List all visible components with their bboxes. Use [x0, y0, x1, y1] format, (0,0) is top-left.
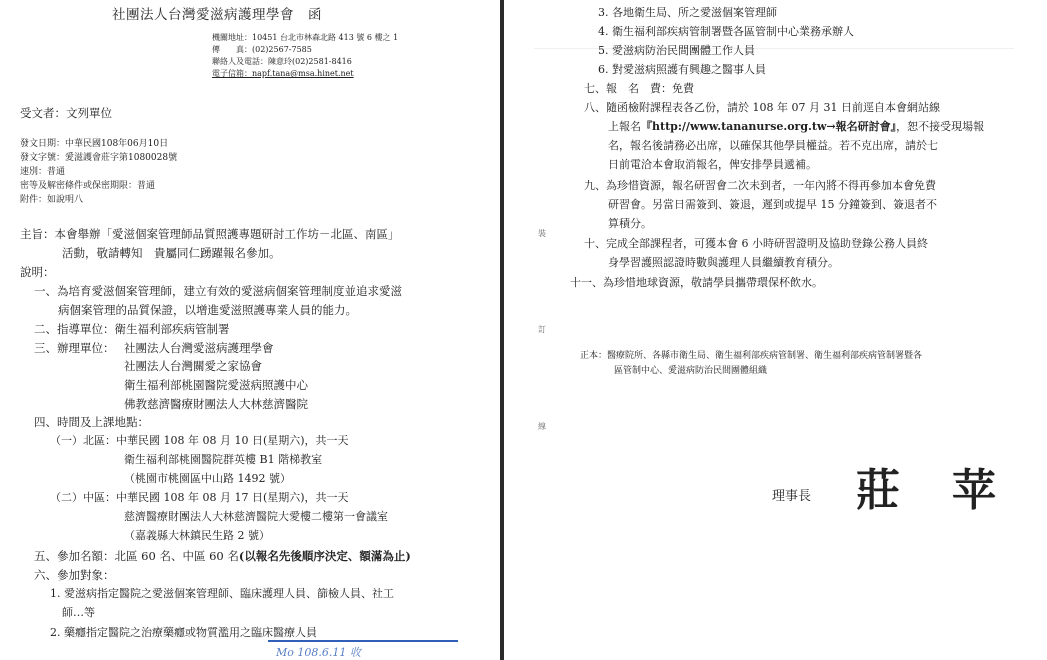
meta-confidentiality: 密等及解密條件或保密期限：普通 [20, 181, 156, 191]
item-5-quota: 五、參加名額：北區 60 名、中區 60 名 [34, 549, 239, 563]
binding-mark-1: 裝 [538, 229, 546, 238]
item-5 [34, 547, 411, 565]
central-session-address: （嘉義縣大林鎮民生路 2 號） [124, 529, 270, 542]
audience-4: 4. 衛生福利部疾病管制署暨各區管制中心業務承辦人 [598, 25, 854, 38]
item-11: 十一、為珍惜地球資源，敬請學員攜帶環保杯飲水。 [570, 276, 823, 289]
subject-line-1: 主旨：本會舉辦「愛滋個案管理師品質照護專題研討工作坊－北區、南區」 [20, 227, 400, 241]
central-session-date: （二）中區：中華民國 108 年 08 月 17 日(星期六)，共一天 [50, 491, 349, 504]
item-8-line-3: 名，報名後請務必出席，以確保其他學員權益。若不克出席，請於七 [608, 139, 938, 152]
received-stamp-text: Mo 108.6.11 收 [276, 646, 361, 659]
item-1-line-2: 病個案管理的品質保證，以增進愛滋照護專業人員的能力。 [58, 303, 357, 317]
audience-6: 6. 對愛滋病照護有興趣之醫事人員 [598, 63, 766, 76]
item-9-line-1: 九、為珍惜資源，報名研習會二次未到者，一年內將不得再參加本會免費 [584, 179, 936, 192]
item-7-fee: 七、報 名 費：免費 [584, 82, 694, 95]
north-session-address: （桃園市桃園區中山路 1492 號） [124, 472, 291, 485]
organizer-2: 社團法人台灣關愛之家協會 [124, 359, 262, 373]
meta-date: 發文日期：中華民國108年06月10日 [20, 139, 169, 149]
item-2: 二、指導單位：衛生福利部疾病管制署 [34, 322, 230, 336]
copies-line-1: 正本：醫療院所、各縣市衛生局、衛生福利部疾病管制署、衛生福利部疾病管制署暨各 [580, 351, 923, 361]
north-session-date: （一）北區：中華民國 108 年 08 月 10 日(星期六)，共一天 [50, 434, 349, 447]
meta-attachment: 附件：如說明八 [20, 195, 84, 205]
chairman-label: 理事長 [772, 489, 812, 504]
document-page-left [0, 0, 500, 660]
organizer-4: 佛教慈濟醫療財團法人大林慈濟醫院 [124, 397, 308, 411]
audience-1-line-1: 1. 愛滋病指定醫院之愛滋個案管理師、臨床護理人員、篩檢人員、社工 [50, 587, 394, 600]
item-8-line-2-prefix: 上報名 [608, 120, 641, 133]
audience-2: 2. 藥癮指定醫院之治療藥癮或物質濫用之臨床醫療人員 [50, 626, 317, 639]
item-9-line-2: 研習會。另當日需簽到、簽退，遲到或提早 15 分鐘簽到、簽退者不 [608, 198, 937, 211]
item-8-line-2 [608, 118, 984, 136]
org-contact: 聯絡人及電話：陳意玲(02)2581-8416 [212, 57, 352, 66]
item-6-heading: 六、參加對象： [34, 568, 115, 582]
central-session-venue: 慈濟醫療財團法人大林慈濟醫院大愛樓二樓第一會議室 [124, 510, 388, 523]
subject-line-2: 活動，敬請轉知 貴屬同仁踴躍報名參加。 [62, 246, 281, 260]
audience-5: 5. 愛滋病防治民間團體工作人員 [598, 44, 755, 57]
item-8-line-4: 日前電洽本會取消報名，俾安排學員遞補。 [608, 158, 817, 171]
description-heading: 說明： [20, 265, 55, 279]
item-10-line-2: 身學習護照認證時數與護理人員繼續教育積分。 [608, 256, 839, 269]
letter-title: 社團法人台灣愛滋病護理學會 函 [112, 7, 322, 23]
binding-mark-2: 訂 [538, 325, 546, 334]
audience-3: 3. 各地衛生局、所之愛滋個案管理師 [598, 6, 777, 19]
meta-speed: 速別：普通 [20, 167, 66, 177]
recipient: 受文者：文列單位 [20, 106, 112, 120]
org-address: 機關地址：10451 台北市林森北路 413 號 6 樓之 1 [212, 33, 399, 42]
item-4-heading: 四、時間及上課地點： [34, 415, 149, 429]
item-3-heading: 三、辦理單位： [34, 341, 115, 355]
item-9-line-3: 算積分。 [608, 217, 652, 230]
item-5-note: (以報名先後順序決定、額滿為止) [238, 549, 411, 563]
item-8-line-1: 八、隨函檢附課程表各乙份，請於 108 年 07 月 31 日前逕自本會網站線 [584, 101, 940, 114]
copies-line-2: 區管制中心、愛滋病防治民間團體組織 [614, 366, 768, 376]
meta-doc-number: 發文字號：愛滋護會莊字第1080028號 [20, 153, 178, 163]
north-session-venue: 衛生福利部桃園醫院群英樓 B1 階梯教室 [124, 453, 323, 466]
item-1-line-1: 一、為培育愛滋個案管理師，建立有效的愛滋病個案管理制度並追求愛滋 [34, 284, 402, 298]
item-8-line-2-suffix: ，恕不接受現場報 [896, 120, 985, 133]
organizer-3: 衛生福利部桃園醫院愛滋病照護中心 [124, 378, 308, 392]
item-10-line-1: 十、完成全部課程者，可獲本會 6 小時研習證明及協助登錄公務人員終 [584, 237, 928, 250]
chairman-signature-1: 莊 [856, 465, 900, 516]
org-email: 電子信箱：napf.tana@msa.hinet.net [212, 69, 354, 78]
audience-1-line-2: 師…等 [62, 606, 95, 619]
org-fax: 傳 真：(02)2567-7585 [212, 45, 312, 54]
binding-mark-3: 線 [538, 422, 546, 431]
received-stamp [268, 640, 458, 660]
chairman-signature-2: 苹 [952, 465, 996, 516]
organizer-1: 社團法人台灣愛滋病護理學會 [124, 341, 274, 355]
registration-link[interactable]: 『http://www.tananurse.org.tw→報名研討會』 [641, 120, 897, 133]
document-page-right [504, 0, 1047, 660]
